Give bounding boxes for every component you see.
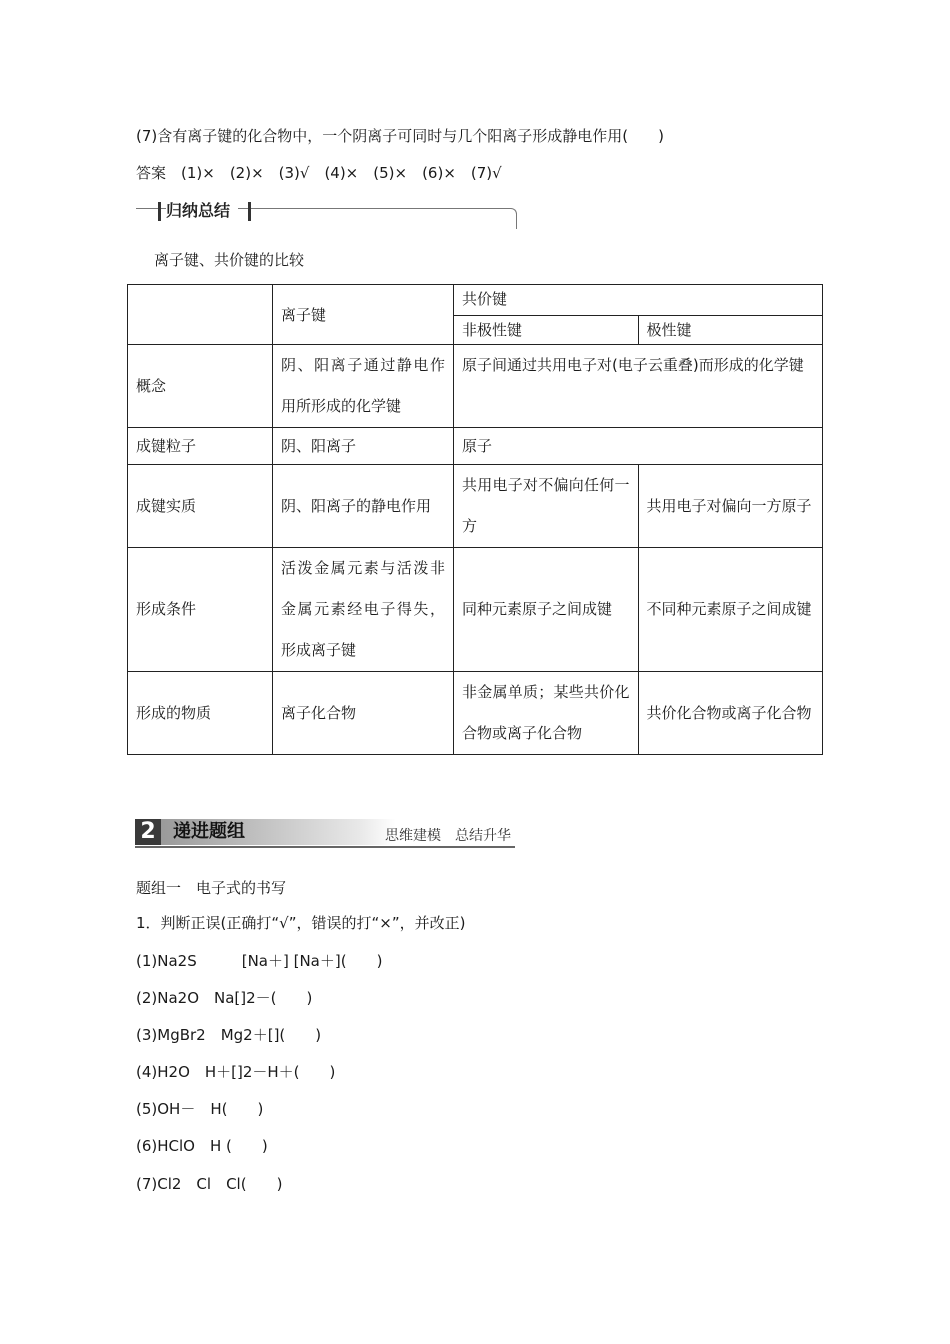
cell-polar: 共价化合物或离子化合物: [638, 672, 823, 755]
group-title: 题组一 电子式的书写: [136, 879, 287, 897]
cell-polar: 不同种元素原子之间成键: [638, 548, 823, 672]
list-item: (4)H2O H＋[]2－H＋( ): [136, 1063, 336, 1081]
list-item: (2)Na2O Na[]2－( ): [136, 989, 313, 1007]
table-row: [128, 345, 823, 428]
question-1: 1．判断正误(正确打“√”，错误的打“×”，并改正): [136, 914, 466, 932]
cell-ionic: 阴、阳离子: [273, 428, 454, 465]
cell-ionic: 活泼金属元素与活泼非金属元素经电子得失，形成离子键: [273, 548, 454, 672]
heading-right-mark: [248, 202, 251, 221]
section-banner: [135, 817, 517, 849]
cell-ionic: 阴、阳离子的静电作用: [273, 465, 454, 548]
statement-7: (7)含有离子键的化合物中，一个阴离子可同时与几个阳离子形成静电作用( ): [136, 127, 664, 145]
table-row: [128, 548, 823, 672]
answer-line: 答案 (1)× (2)× (3)√ (4)× (5)× (6)× (7)√: [136, 164, 502, 182]
table-row: [128, 428, 823, 465]
list-item: (6)HClO H ( ): [136, 1137, 268, 1155]
cell-nonpolar: 共用电子对不偏向任何一方: [454, 465, 639, 548]
cell-covalent: 原子: [454, 428, 823, 465]
row-label: 形成条件: [128, 548, 273, 672]
row-label: 概念: [128, 345, 273, 428]
table-row: [128, 672, 823, 755]
list-item: (3)MgBr2 Mg2＋[]( ): [136, 1026, 322, 1044]
comparison-intro: 离子键、共价键的比较: [154, 251, 305, 269]
bond-comparison-table: [127, 284, 823, 755]
table-header-row: [128, 285, 823, 316]
cell-covalent: 原子间通过共用电子对(电子云重叠)而形成的化学键: [454, 345, 823, 428]
heading-left-mark: [158, 202, 161, 221]
section-number-badge: 2: [135, 819, 161, 845]
header-empty-cell: [128, 285, 273, 345]
list-item: (5)OH－ H( ): [136, 1100, 264, 1118]
cell-nonpolar: 非金属单质；某些共价化合物或离子化合物: [454, 672, 639, 755]
header-ionic: 离子键: [273, 285, 454, 345]
header-nonpolar: 非极性键: [454, 316, 639, 345]
summary-heading: 归纳总结: [166, 200, 238, 222]
summary-heading-bar: [136, 200, 518, 230]
section-subtitle: 思维建模 总结升华: [385, 828, 511, 844]
header-covalent: 共价键: [454, 285, 823, 316]
cell-nonpolar: 同种元素原子之间成键: [454, 548, 639, 672]
table-row: [128, 465, 823, 548]
row-label: 成键实质: [128, 465, 273, 548]
section-title: 递进题组: [173, 821, 245, 842]
row-label: 成键粒子: [128, 428, 273, 465]
cell-ionic: 离子化合物: [273, 672, 454, 755]
cell-ionic: 阴、阳离子通过静电作用所形成的化学键: [273, 345, 454, 428]
header-polar: 极性键: [638, 316, 823, 345]
list-item: (7)Cl2 Cl Cl( ): [136, 1175, 283, 1193]
banner-underline: [135, 846, 515, 848]
list-item: (1)Na2S [Na＋] [Na＋]( ): [136, 952, 383, 970]
cell-polar: 共用电子对偏向一方原子: [638, 465, 823, 548]
row-label: 形成的物质: [128, 672, 273, 755]
